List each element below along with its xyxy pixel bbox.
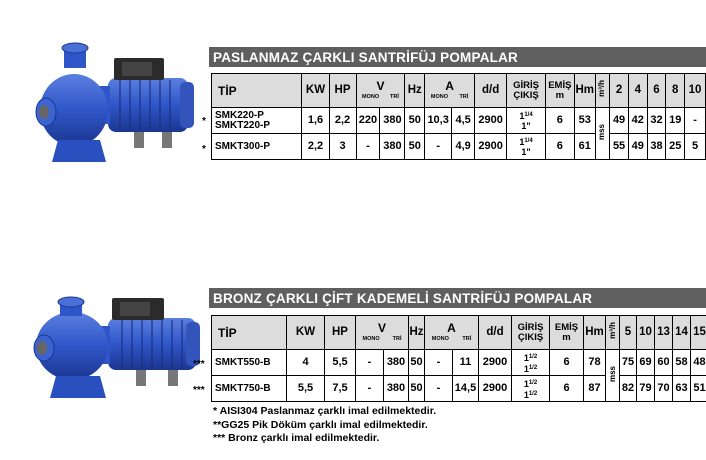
- head-cell: 75: [620, 350, 637, 376]
- spec-table-1: [211, 73, 706, 160]
- a-mono-cell: -: [425, 376, 453, 402]
- footnote-bronze: *** Bronz çarklı imal edilmektedir.: [213, 432, 380, 444]
- head-cell: 25: [666, 134, 685, 160]
- header-giris: GİRİŞ: [517, 321, 544, 333]
- hm-cell: 61: [574, 134, 595, 160]
- row-marker: ***: [193, 385, 205, 396]
- a-mono-cell: -: [425, 350, 453, 376]
- header-flow-3: 6: [647, 74, 666, 108]
- rpm-cell: 2900: [475, 108, 507, 134]
- hz-cell: 50: [405, 134, 425, 160]
- header-kw: KW: [302, 74, 329, 108]
- head-cell: 60: [655, 350, 673, 376]
- header-v-tri: TRİ: [392, 336, 402, 343]
- head-cell: 55: [610, 134, 629, 160]
- header-flow-1: 5: [620, 316, 637, 350]
- header-flow-4: 8: [666, 74, 685, 108]
- header-emis: EMİŞ: [554, 321, 579, 333]
- table-row: [212, 376, 706, 402]
- header-suction: [545, 74, 574, 108]
- header-suction: [550, 316, 584, 350]
- mss-cell: mss: [595, 108, 610, 160]
- header-flow-5: 15: [691, 316, 706, 350]
- header-hp: HP: [329, 74, 356, 108]
- v-tri-cell: 380: [384, 350, 409, 376]
- suction-cell: 6: [550, 376, 584, 402]
- row-marker: *: [202, 116, 206, 127]
- header-cikis: ÇIKIŞ: [513, 89, 539, 101]
- pump-image-2: [30, 292, 208, 410]
- kw-cell: 1,6: [302, 108, 329, 134]
- head-cell: 32: [647, 108, 666, 134]
- header-emis: EMİŞ: [548, 79, 572, 91]
- kw-cell: 2,2: [302, 134, 329, 160]
- a-tri-cell: 11: [453, 350, 479, 376]
- header-flow-unit: m³/h: [606, 316, 620, 350]
- header-flow-2: 4: [628, 74, 647, 108]
- header-hm: Hm: [584, 316, 606, 350]
- a-tri-cell: 14,5: [453, 376, 479, 402]
- rpm-cell: 2900: [479, 350, 512, 376]
- header-emis-unit: m: [555, 89, 565, 101]
- header-voltage: [356, 74, 405, 108]
- hm-cell: 78: [584, 350, 606, 376]
- suction-cell: 6: [545, 108, 574, 134]
- header-tip: TİP: [212, 74, 302, 108]
- inlet-outlet-cell: $1^{1/2}$ $1^{1/2}$: [512, 376, 550, 402]
- header-cikis: ÇIKIŞ: [517, 331, 544, 343]
- hz-cell: 50: [405, 108, 425, 134]
- v-mono-cell: -: [356, 376, 384, 402]
- header-kw: KW: [287, 316, 325, 350]
- v-mono-cell: -: [356, 134, 380, 160]
- header-inlet-outlet: [507, 74, 545, 108]
- hz-cell: 50: [409, 376, 425, 402]
- a-tri-cell: 4,5: [452, 108, 475, 134]
- header-inlet-outlet: [512, 316, 550, 350]
- hp-cell: 2,2: [329, 108, 356, 134]
- header-v-mono: MONO: [362, 336, 380, 343]
- header-flow-5: 10: [685, 74, 706, 108]
- head-cell: 38: [647, 134, 666, 160]
- a-mono-cell: -: [425, 134, 452, 160]
- model-cell: SMKT300-P: [212, 134, 302, 160]
- header-a-mono: MONO: [431, 336, 449, 343]
- hp-cell: 3: [329, 134, 356, 160]
- header-flow-4: 14: [673, 316, 691, 350]
- hm-cell: 53: [574, 108, 595, 134]
- footnotes: [213, 405, 436, 446]
- head-cell: -: [685, 108, 706, 134]
- model-cell: SMKT550-B: [212, 350, 287, 376]
- header-flow-unit: m³/h: [595, 74, 610, 108]
- header-emis-unit: m: [562, 331, 571, 343]
- head-cell: 82: [620, 376, 637, 402]
- head-cell: 19: [666, 108, 685, 134]
- model-cell: SMKT750-B: [212, 376, 287, 402]
- row-marker: ***: [193, 359, 205, 370]
- head-cell: 58: [673, 350, 691, 376]
- header-ampere: [425, 316, 479, 350]
- hp-cell: 7,5: [325, 376, 356, 402]
- header-rpm: d/d: [475, 74, 507, 108]
- head-cell: 51: [691, 376, 706, 402]
- header-flow-1: 2: [610, 74, 629, 108]
- hz-cell: 50: [409, 350, 425, 376]
- inlet-outlet-cell: $1^{1/2}$ $1^{1/2}$: [512, 350, 550, 376]
- header-a-mono: MONO: [430, 94, 448, 101]
- header-hz: Hz: [405, 74, 425, 108]
- v-tri-cell: 380: [380, 134, 405, 160]
- footnote-cast-iron: **GG25 Pik Döküm çarklı imal edilmektedir.: [213, 418, 428, 431]
- header-voltage: [356, 316, 409, 350]
- header-tip: TİP: [212, 316, 287, 350]
- mss-cell: mss: [606, 350, 620, 402]
- header-flow-2: 10: [637, 316, 655, 350]
- model-cell: SMK220-P SMKT220-P: [212, 108, 302, 134]
- header-a-tri: TRİ: [459, 94, 469, 101]
- v-mono-cell: 220: [356, 108, 380, 134]
- header-flow-3: 13: [655, 316, 673, 350]
- v-tri-cell: 380: [380, 108, 405, 134]
- a-mono-cell: 10,3: [425, 108, 452, 134]
- header-a-label: A: [445, 79, 454, 94]
- head-cell: 79: [637, 376, 655, 402]
- hp-cell: 5,5: [325, 350, 356, 376]
- header-hz: Hz: [409, 316, 425, 350]
- section2-title: BRONZ ÇARKLI ÇİFT KADEMELİ SANTRİFÜJ POMPALAR: [209, 288, 706, 308]
- spec-table-2: [211, 315, 706, 402]
- kw-cell: 5,5: [287, 376, 325, 402]
- header-a-tri: TRİ: [462, 336, 472, 343]
- suction-cell: 6: [545, 134, 574, 160]
- rpm-cell: 2900: [475, 134, 507, 160]
- head-cell: 48: [691, 350, 706, 376]
- header-v-label: V: [377, 321, 386, 336]
- head-cell: 42: [628, 108, 647, 134]
- table-row: [212, 108, 706, 134]
- header-v-tri: TRİ: [390, 94, 399, 101]
- head-cell: 63: [673, 376, 691, 402]
- section1-title: PASLANMAZ ÇARKLI SANTRİFÜJ POMPALAR: [209, 47, 706, 67]
- a-tri-cell: 4,9: [452, 134, 475, 160]
- inlet-outlet-cell: $1^{1/4}$ 1": [507, 134, 545, 160]
- pump-image-1: [30, 40, 205, 175]
- header-giris: GİRİŞ: [513, 79, 539, 91]
- head-cell: 49: [610, 108, 629, 134]
- v-tri-cell: 380: [384, 376, 409, 402]
- hm-cell: 87: [584, 376, 606, 402]
- head-cell: 5: [685, 134, 706, 160]
- header-rpm: d/d: [479, 316, 512, 350]
- head-cell: 49: [628, 134, 647, 160]
- table-row: [212, 134, 706, 160]
- inlet-outlet-cell: $1^{1/4}$ 1": [507, 108, 545, 134]
- header-a-label: A: [447, 321, 456, 336]
- v-mono-cell: -: [356, 350, 384, 376]
- rpm-cell: 2900: [479, 376, 512, 402]
- table-row: [212, 350, 706, 376]
- header-v-label: V: [376, 79, 385, 94]
- header-v-mono: MONO: [361, 94, 380, 101]
- footnote-stainless: * AISI304 Paslanmaz çarklı imal edilmektedir.: [213, 405, 437, 417]
- header-hm: Hm: [574, 74, 595, 108]
- header-hp: HP: [325, 316, 356, 350]
- kw-cell: 4: [287, 350, 325, 376]
- head-cell: 70: [655, 376, 673, 402]
- head-cell: 69: [637, 350, 655, 376]
- suction-cell: 6: [550, 350, 584, 376]
- header-ampere: [425, 74, 475, 108]
- row-marker: *: [202, 144, 206, 155]
